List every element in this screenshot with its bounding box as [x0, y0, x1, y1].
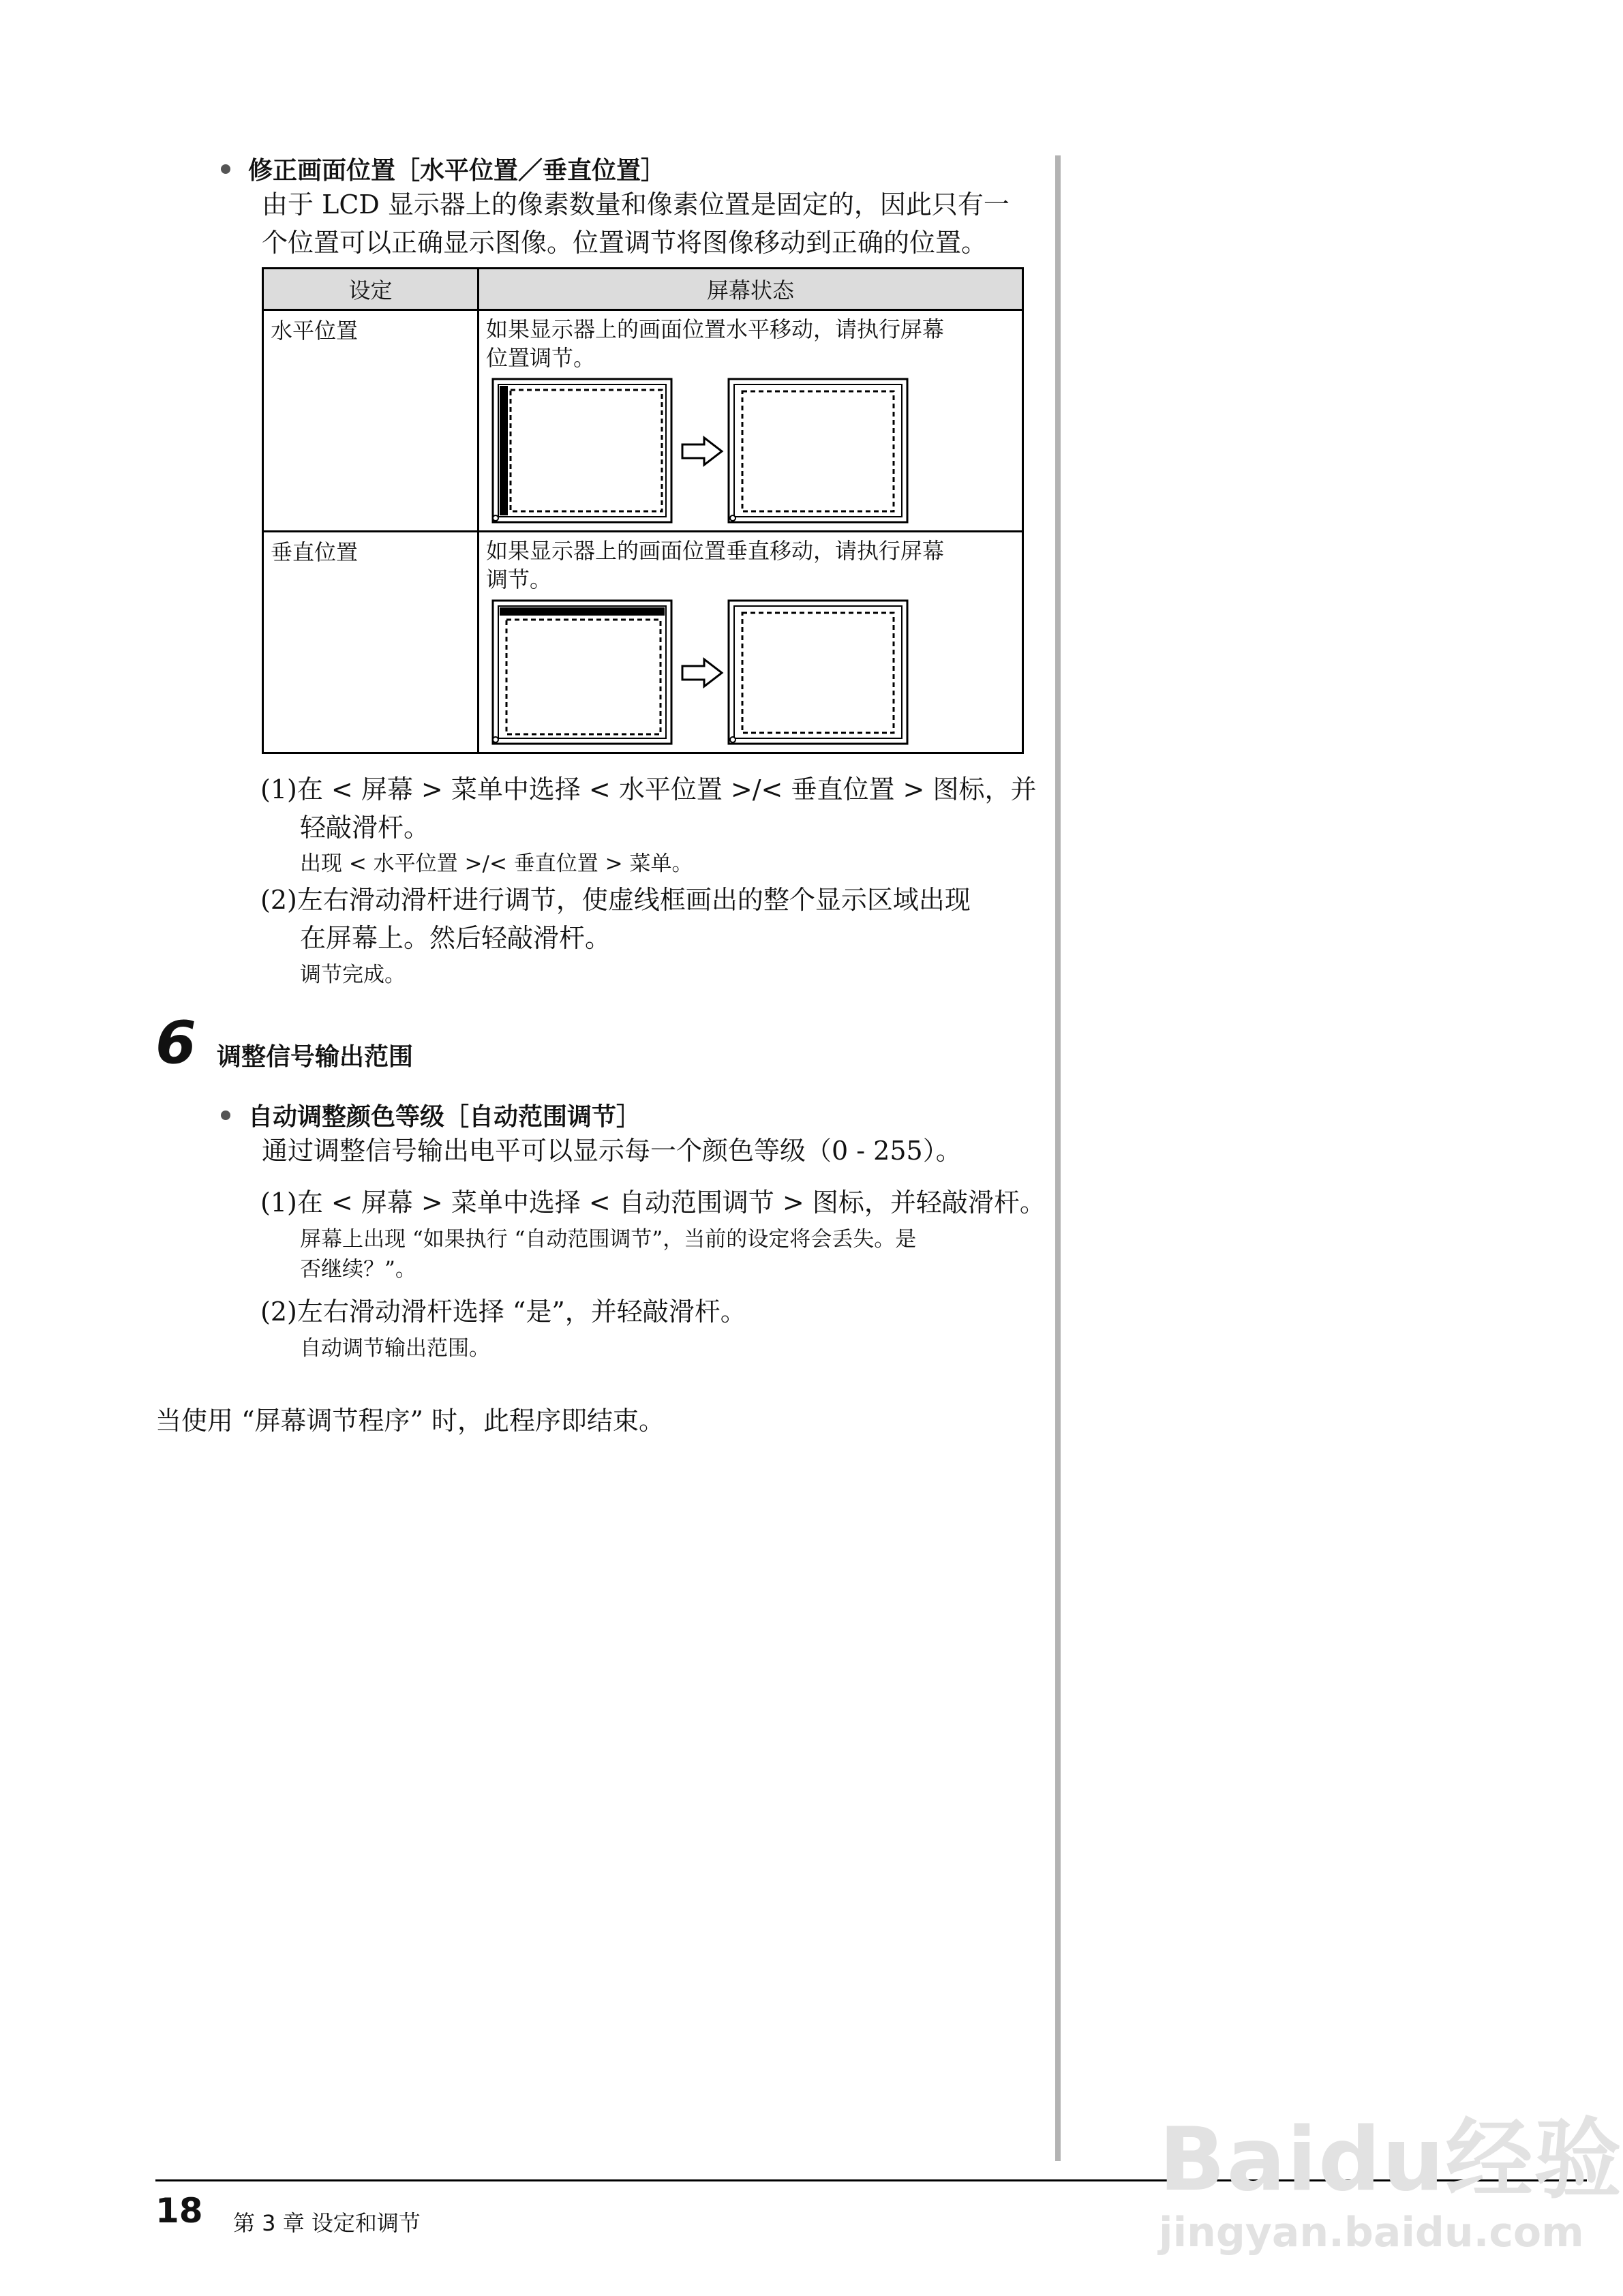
position-settings-table [262, 267, 1024, 754]
page-number: 18 [155, 2191, 203, 2231]
watermark-url: jingyan.baidu.com [1159, 2209, 1584, 2256]
table-row-horizontal-setting: 水平位置 [263, 310, 479, 532]
table-header-state: 屏幕状态 [479, 269, 1023, 310]
vertical-shift-illustration [486, 596, 909, 748]
section6-step-1: (1)在 < 屏幕 > 菜单中选择 < 自动范围调节 > 图标，并轻敲滑杆。 [260, 1188, 1046, 1218]
step-1-cont: 轻敲滑杆。 [300, 813, 430, 843]
section6-step-2-result: 自动调节输出范围。 [300, 1336, 490, 1361]
section-title: 调整信号输出范围 [217, 1043, 414, 1071]
section6-intro: 通过调整信号输出电平可以显示每一个颜色等级（0 - 255）。 [262, 1136, 962, 1166]
step-1: (1)在 < 屏幕 > 菜单中选择 < 水平位置 >/< 垂直位置 > 图标，并 [260, 774, 1037, 804]
table-row-vertical-setting: 垂直位置 [263, 532, 479, 753]
step-2-result: 调节完成。 [300, 963, 406, 987]
step-1-result: 出现 < 水平位置 >/< 垂直位置 > 菜单。 [300, 851, 693, 876]
section-heading-position: 修正画面位置［水平位置／垂直位置］ [221, 151, 665, 186]
section-number: 6 [155, 1009, 196, 1077]
closing-text: 当使用 “屏幕调节程序” 时，此程序即结束。 [155, 1406, 665, 1436]
table-row-vertical-state: 如果显示器上的画面位置垂直移动，请执行屏幕 调节。 [479, 532, 1023, 753]
horizontal-diagram [486, 375, 1016, 526]
bullet-icon [221, 1111, 230, 1120]
bullet-icon [221, 164, 230, 174]
table-row-horizontal-state: 如果显示器上的画面位置水平移动，请执行屏幕 位置调节。 [479, 310, 1023, 532]
horizontal-shift-illustration [486, 375, 909, 526]
section-heading-range: 自动调整颜色等级［自动范围调节］ [221, 1098, 641, 1132]
section6-step-1-result: 屏幕上出现 “如果执行 “自动范围调节”，当前的设定将会丢失。是 否继续？”。 [300, 1227, 917, 1282]
chapter-label: 第 3 章 设定和调节 [233, 2210, 421, 2236]
step-2-cont: 在屏幕上。然后轻敲滑杆。 [300, 923, 611, 953]
baidu-watermark-logo: Baidu经验 [1159, 2109, 1623, 2211]
step-2: (2)左右滑动滑杆进行调节，使虚线框画出的整个显示区域出现 [260, 885, 971, 915]
vertical-diagram [486, 596, 1016, 748]
section6-step-2: (2)左右滑动滑杆选择 “是”，并轻敲滑杆。 [260, 1297, 746, 1327]
section-intro: 由于 LCD 显示器上的像素数量和像素位置是固定的，因此只有一 个位置可以正确显示图像。位置调节将图像移动到正确的位置。 [262, 190, 1010, 258]
table-header-setting: 设定 [263, 269, 479, 310]
margin-rule [1055, 155, 1061, 2161]
